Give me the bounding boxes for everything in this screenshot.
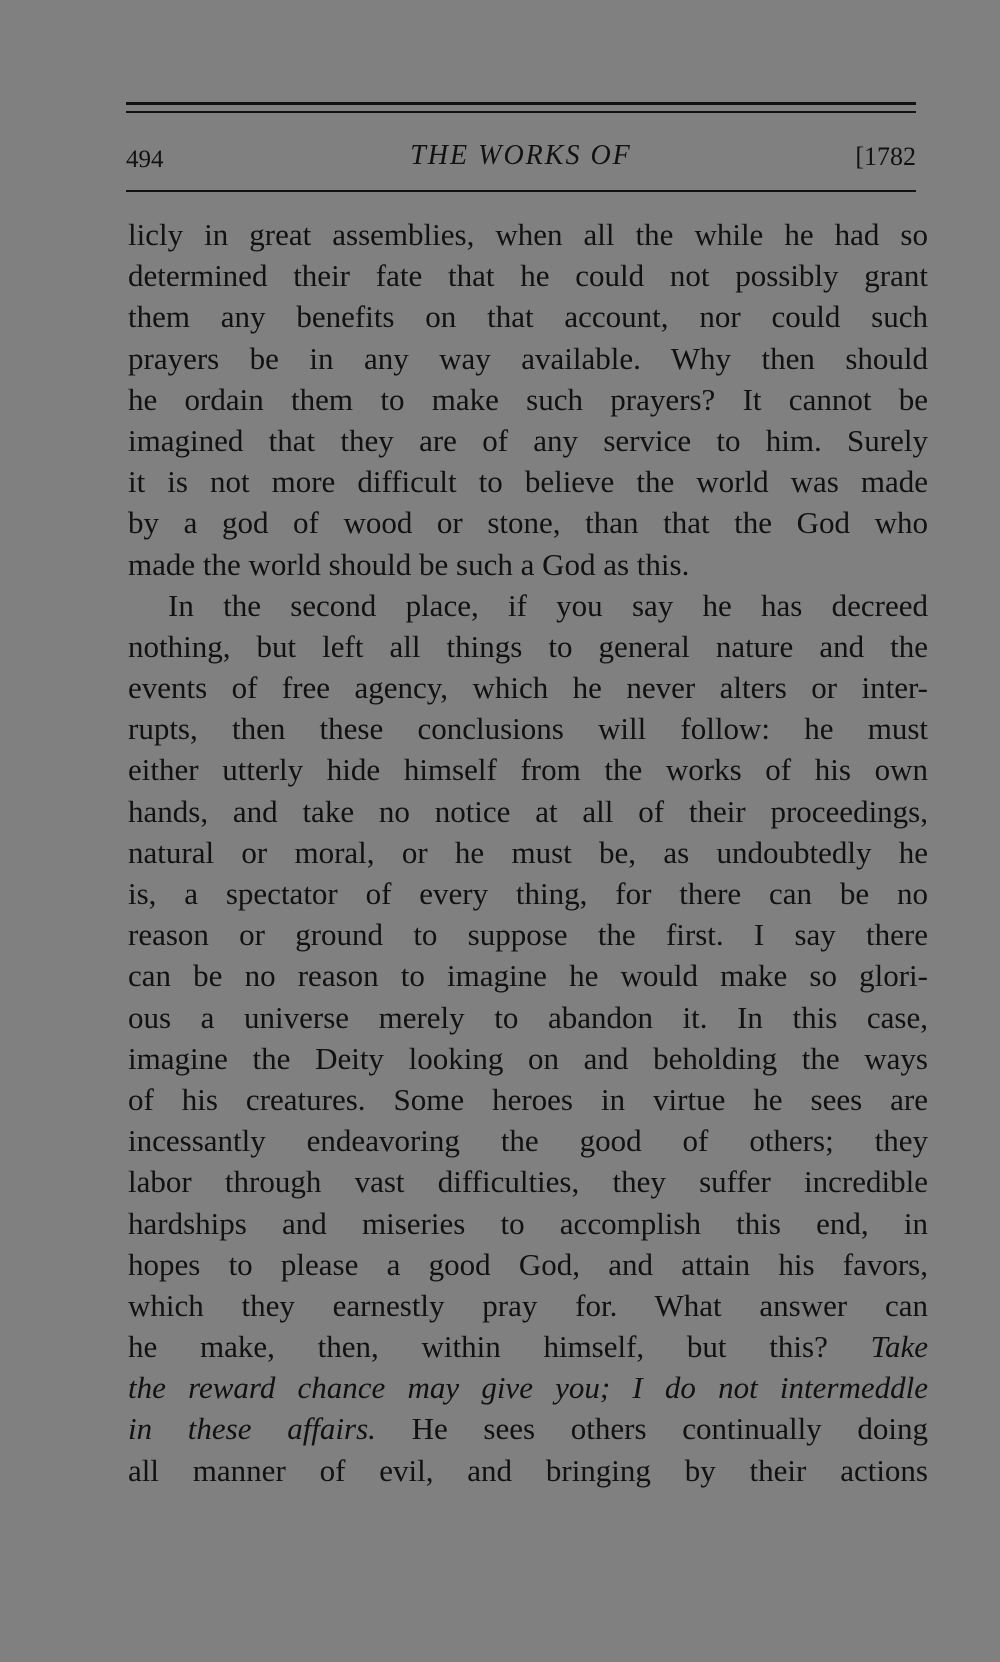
text-line: hands, and take no notice at all of their proceedings, — [128, 793, 928, 829]
text-line: which they earnestly pray for. What answer can — [128, 1287, 928, 1323]
text-line: rupts, then these conclusions will follow: he must — [128, 711, 928, 747]
header-rule-bottom — [126, 190, 916, 192]
page-number: 494 — [126, 146, 164, 173]
text-line-mixed — [128, 1408, 928, 1449]
text-line-mixed — [128, 1326, 928, 1367]
text-line: hardships and miseries to accomplish this end, in — [128, 1205, 928, 1241]
text-line: he ordain them to make such prayers? It cannot be — [128, 381, 928, 417]
text-line: made the world should be such a God as this. — [128, 546, 690, 582]
text-line: hopes to please a good God, and attain his favors, — [128, 1246, 928, 1282]
text-line: imagine the Deity looking on and beholding the ways — [128, 1040, 928, 1076]
italic-text-span: Take — [870, 1329, 928, 1365]
text-line: is, a spectator of every thing, for there can be no — [128, 876, 928, 911]
text-span: he make, then, within himself, but this? — [128, 1329, 871, 1365]
italic-text-line: the reward chance may give you; I do not intermeddle — [128, 1370, 928, 1406]
running-header — [126, 140, 916, 180]
text-line: imagined that they are of any service to him. Surely — [128, 422, 928, 458]
text-line: by a god of wood or stone, than that the God who — [128, 505, 928, 541]
running-title: THE WORKS OF — [410, 140, 632, 171]
paragraph-start-line: In the second place, if you say he has decreed — [168, 587, 928, 623]
header-rule-top-thin — [126, 111, 916, 113]
text-line: prayers be in any way available. Why then should — [128, 340, 928, 376]
text-line: events of free agency, which he never alters or inter- — [128, 670, 928, 706]
text-line: all manner of evil, and bringing by their actions — [128, 1452, 928, 1488]
text-line: incessantly endeavoring the good of others; they — [128, 1123, 928, 1159]
italic-text-span: in these affairs. — [128, 1411, 376, 1447]
body-text — [128, 214, 928, 1491]
text-line: ous a universe merely to abandon it. In this case, — [128, 999, 928, 1035]
text-line: labor through vast difficulties, they suffer incredible — [128, 1164, 928, 1200]
text-line: determined their fate that he could not possibly grant — [128, 258, 928, 294]
text-span: He sees others continually doing — [375, 1411, 928, 1447]
text-line: licly in great assemblies, when all the while he had so — [128, 217, 928, 252]
text-line: natural or moral, or he must be, as undoubtedly he — [128, 834, 928, 870]
year-marker: [1782 — [855, 142, 916, 171]
text-line: nothing, but left all things to general nature and the — [128, 628, 928, 664]
text-line: can be no reason to imagine he would make so glori- — [128, 958, 928, 994]
header-rule-top — [126, 102, 916, 105]
text-line: it is not more difficult to believe the world was made — [128, 464, 928, 500]
text-line: of his creatures. Some heroes in virtue he sees are — [128, 1081, 928, 1117]
text-line: reason or ground to suppose the first. I say there — [128, 917, 928, 953]
text-line: them any benefits on that account, nor could such — [128, 299, 928, 335]
text-line: either utterly hide himself from the works of his own — [128, 752, 928, 788]
